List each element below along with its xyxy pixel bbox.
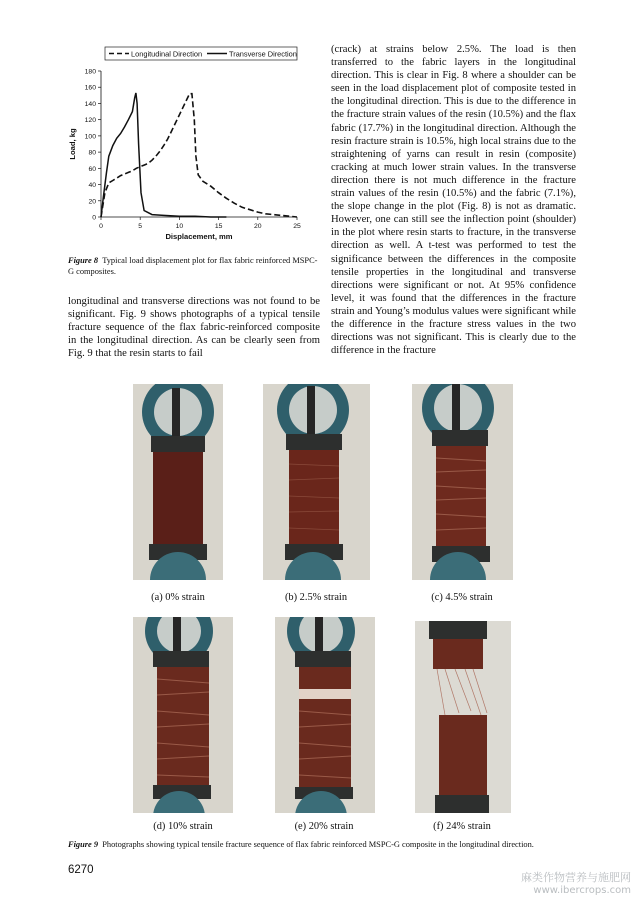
- y-tick-label: 60: [88, 165, 96, 173]
- photo-2-5pct: [263, 384, 370, 580]
- photo-24pct: [415, 621, 511, 813]
- photo-label-b: (b) 2.5% strain: [284, 592, 348, 603]
- y-axis-label: Load, kg: [68, 128, 77, 160]
- x-tick-label: 15: [214, 223, 223, 230]
- figure8-caption-text: Typical load displacement plot for flax fabric reinforced MSPC-G composites.: [68, 256, 318, 276]
- photo-20pct: [275, 617, 375, 813]
- photo-label-c: (c) 4.5% strain: [431, 592, 493, 603]
- figure9-caption-text: Photographs showing typical tensile fracture sequence of flax fabric reinforced MSPC-G composite in the longitudinal direction.: [102, 840, 534, 849]
- figure9-caption: [68, 839, 588, 850]
- y-tick-label: 80: [88, 149, 96, 157]
- x-tick-label: 20: [254, 223, 262, 230]
- legend-label-longitudinal: Longitudinal Direction: [131, 49, 203, 59]
- right-column-text: [331, 43, 576, 357]
- x-tick-label: 5: [138, 223, 143, 230]
- page-number: 6270: [68, 864, 94, 876]
- y-tick-label: 160: [84, 84, 96, 92]
- figure9-caption-label: Figure 9: [68, 840, 99, 849]
- specimen-image: [415, 621, 511, 813]
- y-tick-label: 180: [84, 68, 96, 76]
- y-tick-label: 0: [92, 214, 96, 222]
- photo-4-5pct: [412, 384, 513, 580]
- x-axis-label: Displacement, mm: [165, 232, 233, 241]
- photo-label-a: (a) 0% strain: [151, 592, 205, 603]
- x-tick-label: 10: [175, 223, 184, 230]
- photo-0pct: [133, 384, 223, 580]
- watermark-line2: www.ibercrops.com: [533, 885, 631, 896]
- specimen-image: [275, 617, 375, 813]
- figure8-caption-label: Figure 8: [68, 256, 99, 265]
- specimen-image: [412, 384, 513, 580]
- right-paragraph: (crack) at strains below 2.5%. The load is then transferred to the fabric layers in the longitudinal direction. This is clear in Fig. 8 where a shoulder can be seen in the load displacement plot of composite tested in the longitudinal direction. This is due to the difference in the fracture strain values of the resin (10.5%) and the flax fabric (17.7%) in the longitudinal direction. Although the resin fracture strain is 10.5%, high local strains due to the straightening of yarns can result in resin (composite) cracking at much lower strain values. In the transverse direction there is not much difference in the fracture strain values of the resin (10.5%) and the fabric (7.1%), the slope change in the plot (Fig. 8) is not as dramatic. However, one can still see the inflection point (shoulder) in the plot where resin starts to fracture, in the transverse direction as well. A t-test was performed to test the significance between the differences in the composite tensile properties in the longitudinal and transverse directions were significant or not. At 95% confidence level, it was found that the differences in the fracture strain and Young’s modulus values were significant while the difference in the fracture stress values in the two directions was not significant. This is clearly due to the difference in the fracture: [331, 44, 576, 357]
- y-tick-label: 40: [88, 182, 96, 190]
- photo-label-d: (d) 10% strain: [153, 821, 213, 832]
- chart-legend: [105, 47, 297, 60]
- legend-label-transverse: Transverse Direction: [229, 49, 297, 59]
- y-tick-label: 120: [84, 117, 96, 125]
- specimen-image: [133, 617, 233, 813]
- watermark-line1: 麻类作物营养与施肥网: [521, 871, 631, 884]
- figure8-caption: [68, 255, 318, 277]
- specimen-image: [133, 384, 223, 580]
- load-displacement-chart: [65, 43, 315, 251]
- y-tick-label: 140: [84, 100, 96, 108]
- left-paragraph: longitudinal and transverse directions was not found to be significant. Fig. 9 shows photographs of a typical tensile fracture sequence of the flax fabric-reinforced composite in the longitudinal direction. As can be clearly seen from Fig. 9 that the resin starts to fail: [68, 296, 320, 360]
- y-tick-label: 100: [84, 133, 96, 141]
- y-tick-label: 20: [88, 198, 96, 206]
- x-tick-label: 25: [293, 223, 301, 230]
- series-line-transverse: [101, 93, 226, 217]
- left-column-text: [68, 295, 320, 360]
- photo-10pct: [133, 617, 233, 813]
- photo-label-e: (e) 20% strain: [294, 821, 354, 832]
- specimen-image: [263, 384, 370, 580]
- photo-label-f: (f) 24% strain: [433, 821, 491, 832]
- x-tick-label: 0: [99, 223, 103, 230]
- series-line-longitudinal: [101, 94, 297, 217]
